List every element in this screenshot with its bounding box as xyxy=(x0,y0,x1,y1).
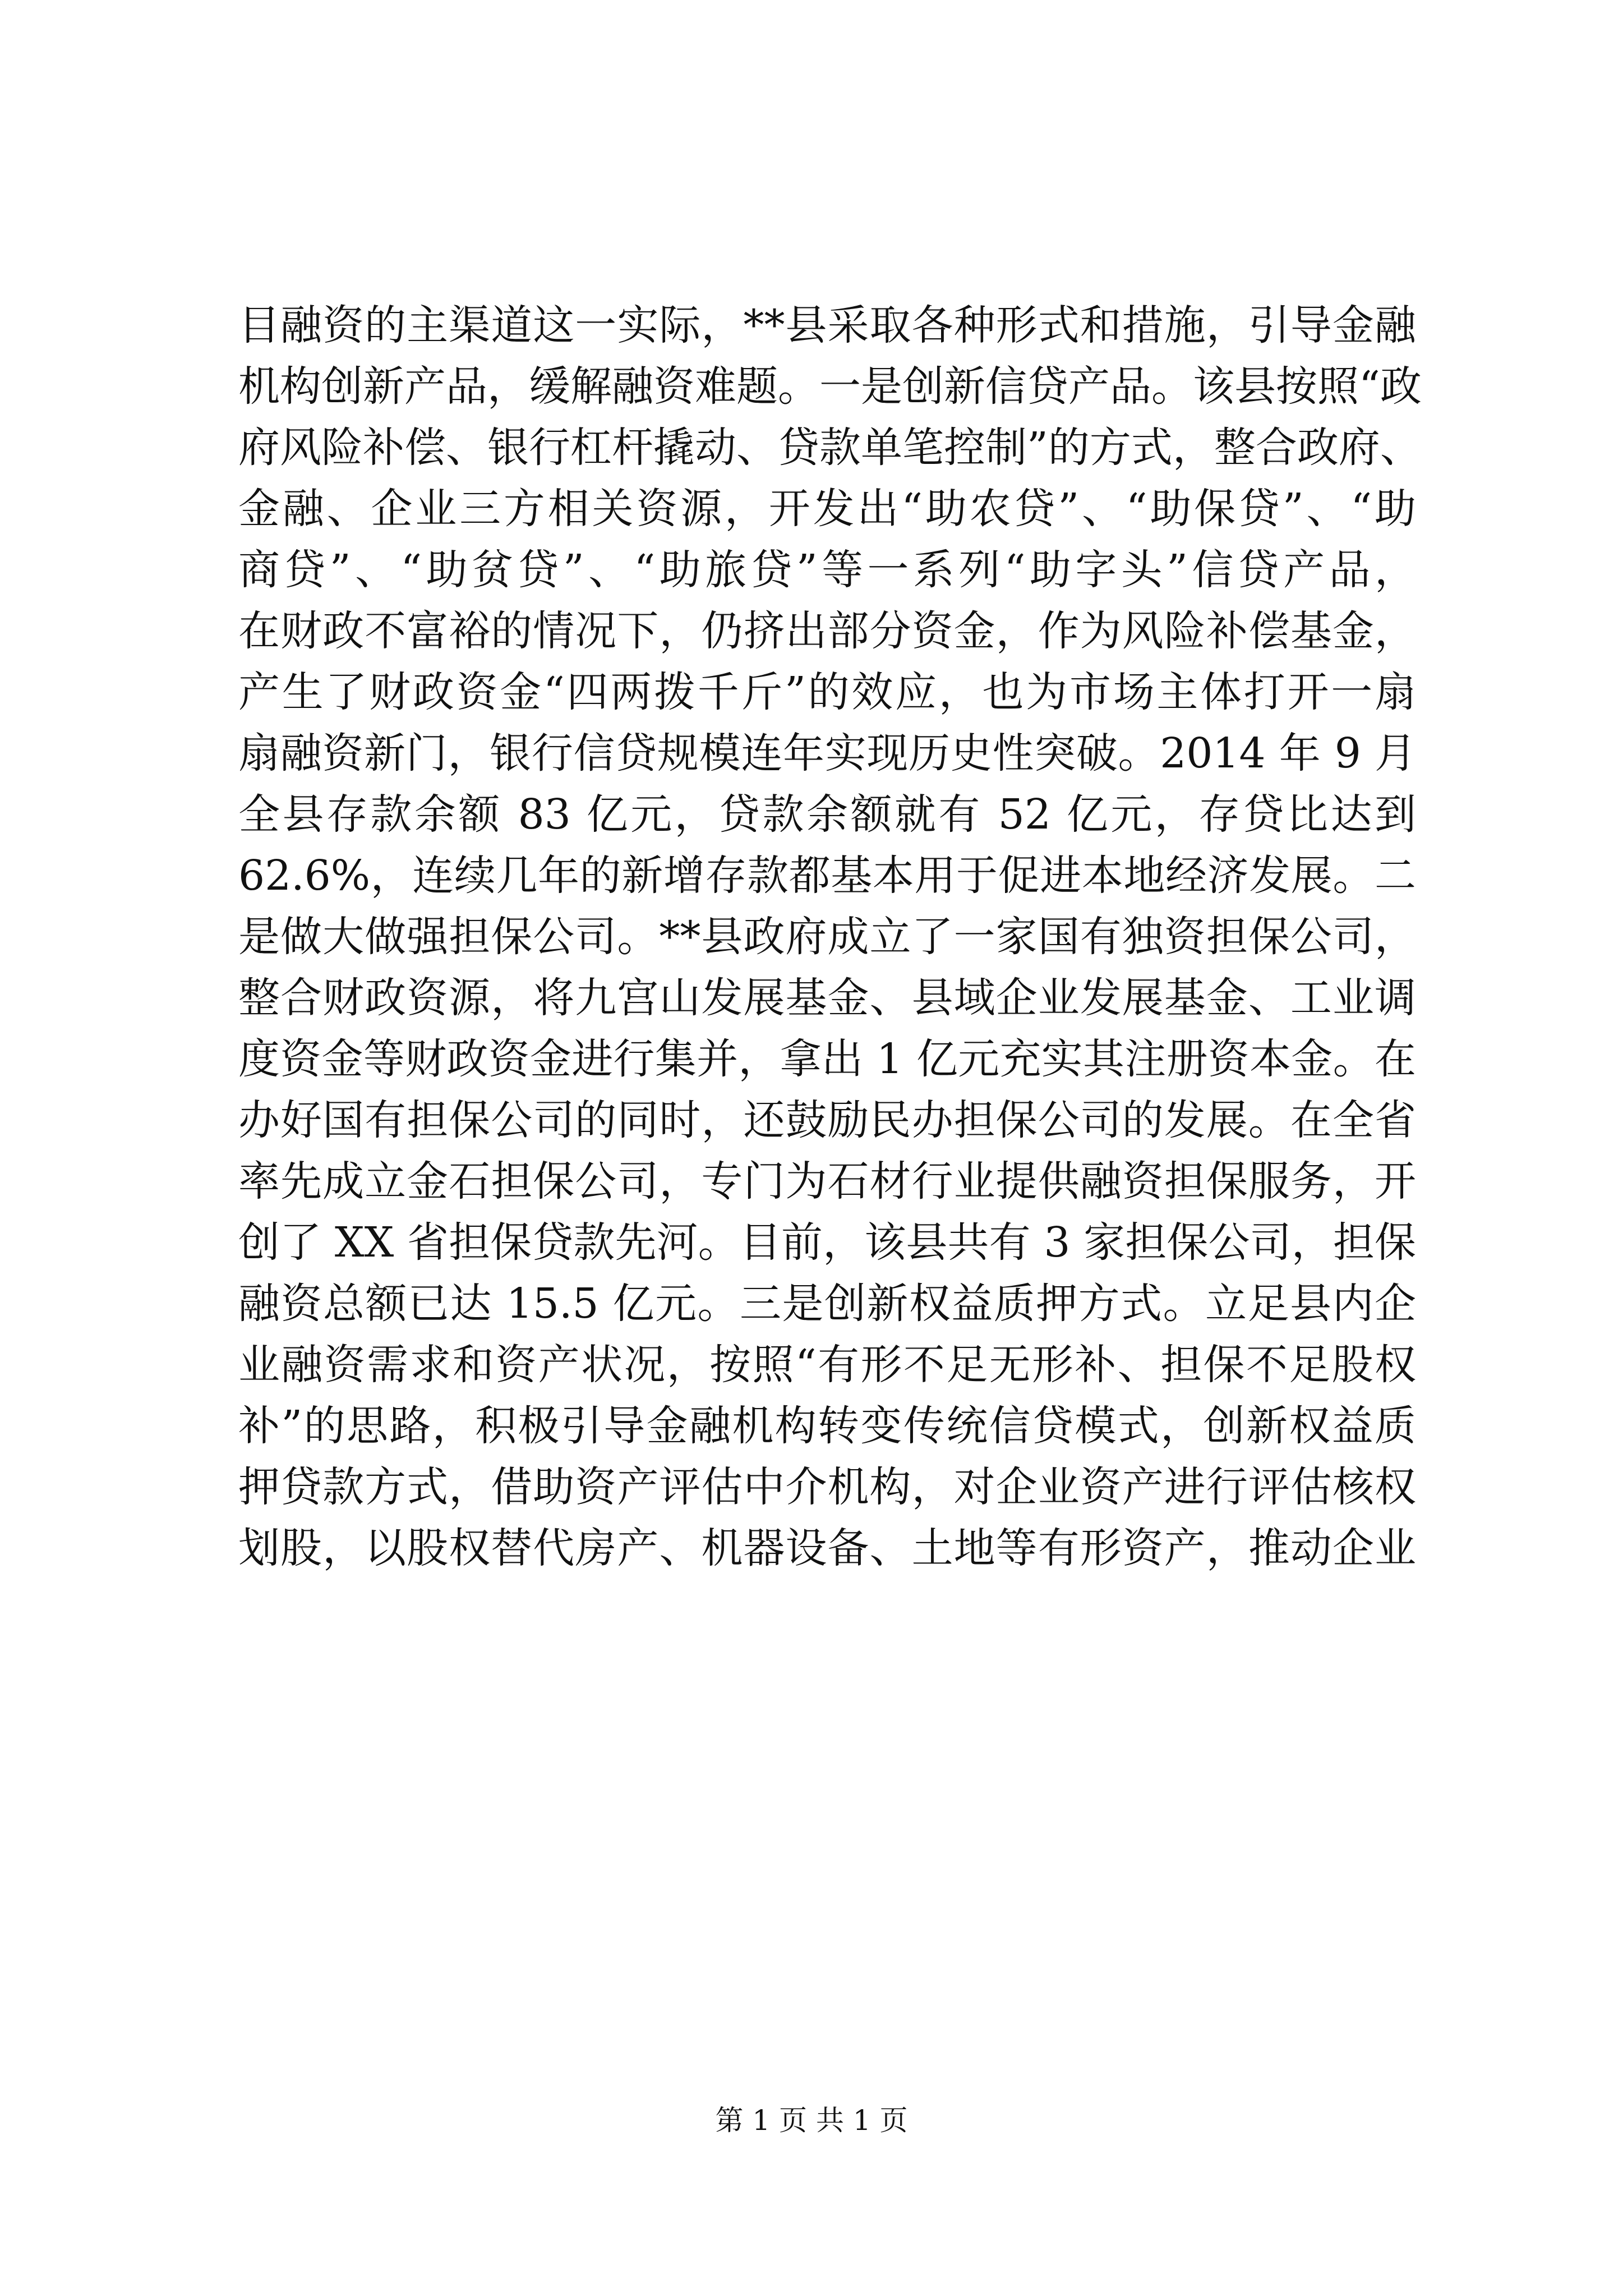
text-line: 扇融资新门，银行信贷规模连年实现历史性突破。2014 年 9 月 xyxy=(238,729,1416,777)
text-line: 率先成立金石担保公司，专门为石材行业提供融资担保服务，开 xyxy=(238,1157,1416,1205)
text-line: 府风险补偿、银行杠杆撬动、贷款单笔控制”的方式，整合政府、 xyxy=(238,424,1422,472)
text-line: 业融资需求和资产状况，按照“有形不足无形补、担保不足股权 xyxy=(238,1341,1416,1389)
text-line: 全县存款余额 83 亿元，贷款余额就有 52 亿元，存贷比达到 xyxy=(238,790,1416,839)
text-line: 创了 XX 省担保贷款先河。目前，该县共有 3 家担保公司，担保 xyxy=(238,1218,1416,1267)
text-line: 整合财政资源，将九宫山发展基金、县域企业发展基金、工业调 xyxy=(238,974,1416,1022)
text-line: 是做大做强担保公司。**县政府成立了一家国有独资担保公司， xyxy=(238,913,1416,961)
text-line: 商贷”、“助贫贷”、“助旅贷”等一系列“助字头”信贷产品， xyxy=(238,546,1416,594)
text-line: 金融、企业三方相关资源，开发出“助农贷”、“助保贷”、“助 xyxy=(238,485,1416,533)
text-line: 补”的思路，积极引导金融机构转变传统信贷模式，创新权益质 xyxy=(238,1402,1416,1450)
text-line: 机构创新产品，缓解融资难题。一是创新信贷产品。该县按照“政 xyxy=(238,362,1422,411)
text-line: 划股，以股权替代房产、机器设备、土地等有形资产，推动企业 xyxy=(238,1524,1416,1572)
page-number-footer: 第 1 页 共 1 页 xyxy=(715,2104,908,2137)
text-line: 融资总额已达 15.5 亿元。三是创新权益质押方式。立足县内企 xyxy=(238,1280,1416,1328)
text-line: 度资金等财政资金进行集并，拿出 1 亿元充实其注册资本金。在 xyxy=(238,1035,1416,1083)
text-line: 产生了财政资金“四两拨千斤”的效应，也为市场主体打开一扇 xyxy=(238,668,1416,716)
body-text xyxy=(238,295,1422,1579)
text-line: 62.6%，连续几年的新增存款都基本用于促进本地经济发展。二 xyxy=(238,852,1416,900)
text-line: 押贷款方式，借助资产评估中介机构，对企业资产进行评估核权 xyxy=(238,1463,1416,1511)
text-line: 办好国有担保公司的同时，还鼓励民办担保公司的发展。在全省 xyxy=(238,1096,1416,1144)
text-line: 在财政不富裕的情况下，仍挤出部分资金，作为风险补偿基金， xyxy=(238,607,1416,655)
text-line: 目融资的主渠道这一实际，**县采取各种形式和措施，引导金融 xyxy=(238,301,1416,349)
